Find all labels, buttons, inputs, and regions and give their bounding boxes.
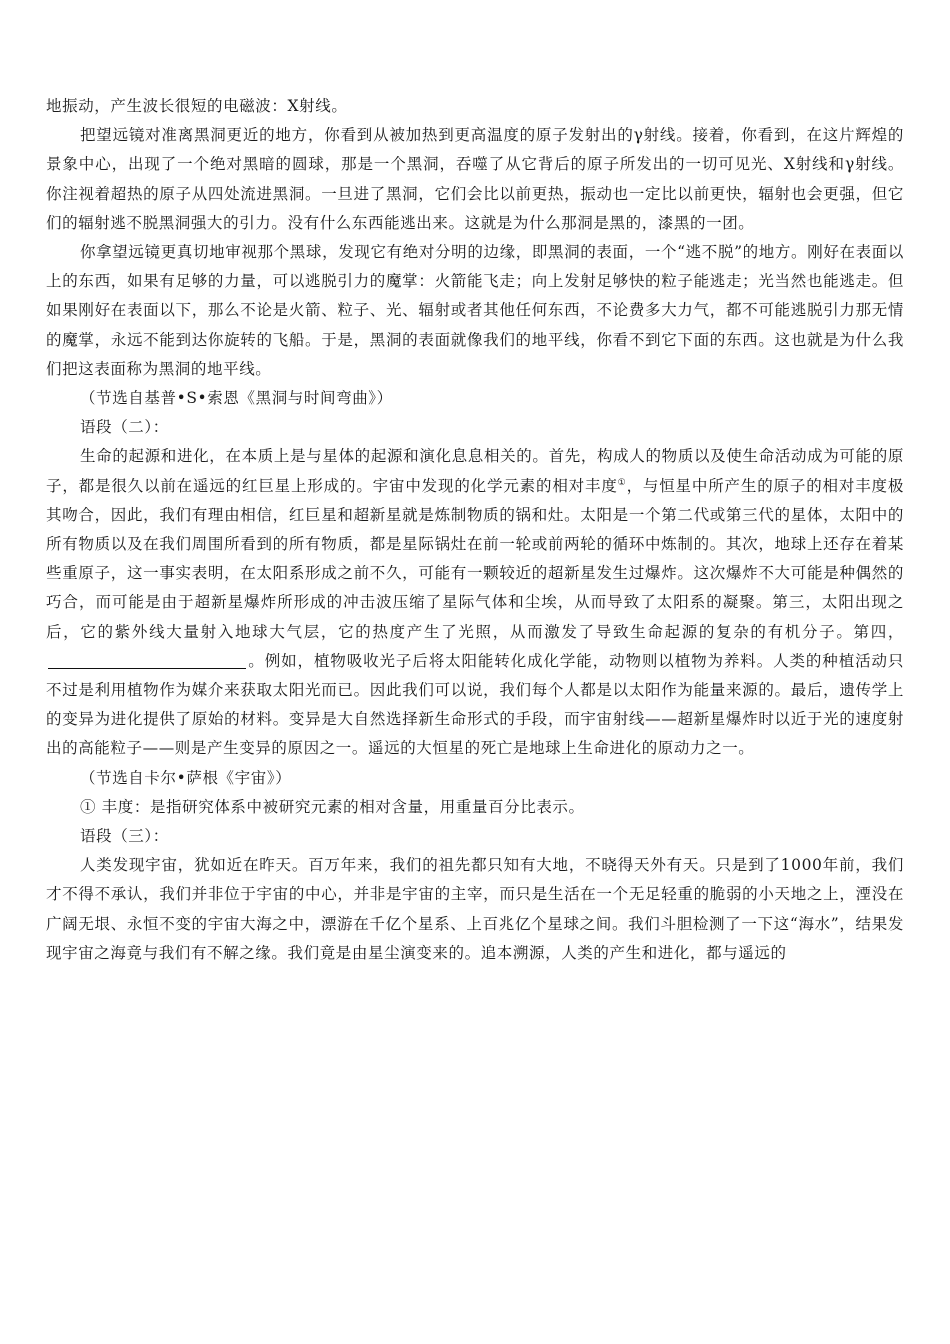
section-heading-3: 语段（三）： xyxy=(80,827,169,846)
footnote-marker: ① xyxy=(617,477,627,488)
paragraph-text-part-3: 。例如，植物吸收光子后将太阳能转化成化学能，动物则以植物为养料。人类的种植活动只不过是利用植物作为媒介来获取太阳光而已。因此我们可以说，我们每个人都是以太阳作为能量来源的。最后，遗传学上的变异为进化提供了原始的材料。变异是大自然选择新生命形式的手段，而宇宙射线——超新星爆炸时以近于光的速度射出的高能粒子——则是产生变异的原因之一。遥远的大恒星的死亡是地球上生命进化的原动力之一。 xyxy=(46,651,904,758)
source-citation-1: （节选自基普•S•索恩《黑洞与时间弯曲》） xyxy=(80,389,393,408)
paragraph-continuation: 地振动，产生波长很短的电磁波：X射线。 xyxy=(46,97,348,115)
source-citation-2: （节选自卡尔•萨根《宇宙》） xyxy=(80,768,292,787)
footnote: ① 丰度：是指研究体系中被研究元素的相对含量，用重量百分比表示。 xyxy=(80,797,585,816)
paragraph-text-part-1: 生命的起源和进化，在本质上是与星体的起源和演化息息相关的。首先，构成人的物质以及使生命活动成为可能的原子，都是很久以前在遥远的红巨星上形成的。宇宙中发现的化学元素的相对丰度 xyxy=(46,447,904,495)
paragraph-origin-of-life xyxy=(46,442,904,763)
section-heading-2: 语段（二）： xyxy=(80,418,169,437)
paragraph-black-hole-horizon: 你拿望远镜更真切地审视那个黑球，发现它有绝对分明的边缘，即黑洞的表面，一个“逃不脱”的地方。刚好在表面以上的东西，如果有足够的力量，可以逃脱引力的魔掌：火箭能飞走；向上发射足够快的粒子能逃走；光当然也能逃走。但如果刚好在表面以下，那么不论是火箭、粒子、光、辐射或者其他任何东西，不论费多大力气，都不可能逃脱引力那无情的魔掌，永远不能到达你旋转的飞船。于是，黑洞的表面就像我们的地平线，你看不到它下面的东西。这也就是为什么我们把这表面称为黑洞的地平线。 xyxy=(46,243,904,378)
fill-in-blank[interactable] xyxy=(48,652,246,669)
paragraph-discovering-universe: 人类发现宇宙，犹如近在昨天。百万年来，我们的祖先都只知有大地，不晓得天外有天。只是到了1000年前，我们才不得不承认，我们并非位于宇宙的中心，并非是宇宙的主宰，而只是生活在一个无足轻重的脆弱的小天地之上，湮没在广阔无垠、永恒不变的宇宙大海之中，漂游在千亿个星系、上百兆亿个星球之间。我们斗胆检测了一下这“海水”，结果发现宇宙之海竟与我们有不解之缘。我们竟是由星尘演变来的。追本溯源，人类的产生和进化，都与遥远的 xyxy=(46,856,904,962)
paragraph-text-part-2: ，与恒星中所产生的原子的相对丰度极其吻合，因此，我们有理由相信，红巨星和超新星就是炼制物质的锅和灶。太阳是一个第二代或第三代的星体，太阳中的所有物质以及在我们周围所看到的所有物质，都是星际锅灶在前一轮或前两轮的循环中炼制的。其次，地球上还存在着某些重原子，这一事实表明，在太阳系形成之前不久，可能有一颗较近的超新星发生过爆炸。这次爆炸不大可能是种偶然的巧合，而可能是由于超新星爆炸所形成的冲击波压缩了星际气体和尘埃，从而导致了太阳系的凝聚。第三，太阳出现之后，它的紫外线大量射入地球大气层，它的热度产生了光照，从而激发了导致生命起源的复杂的有机分子。第四， xyxy=(46,476,904,641)
paragraph-black-hole-gamma: 把望远镜对准离黑洞更近的地方，你看到从被加热到更高温度的原子发射出的γ射线。接着，你看到，在这片辉煌的景象中心，出现了一个绝对黑暗的圆球，那是一个黑洞，吞噬了从它背后的原子所发出的一切可见光、X射线和γ射线。你注视着超热的原子从四处流进黑洞。一旦进了黑洞，它们会比以前更热，振动也一定比以前更快，辐射也会更强，但它们的辐射逃不脱黑洞强大的引力。没有什么东西能逃出来。这就是为什么那洞是黑的，漆黑的一团。 xyxy=(46,126,904,232)
